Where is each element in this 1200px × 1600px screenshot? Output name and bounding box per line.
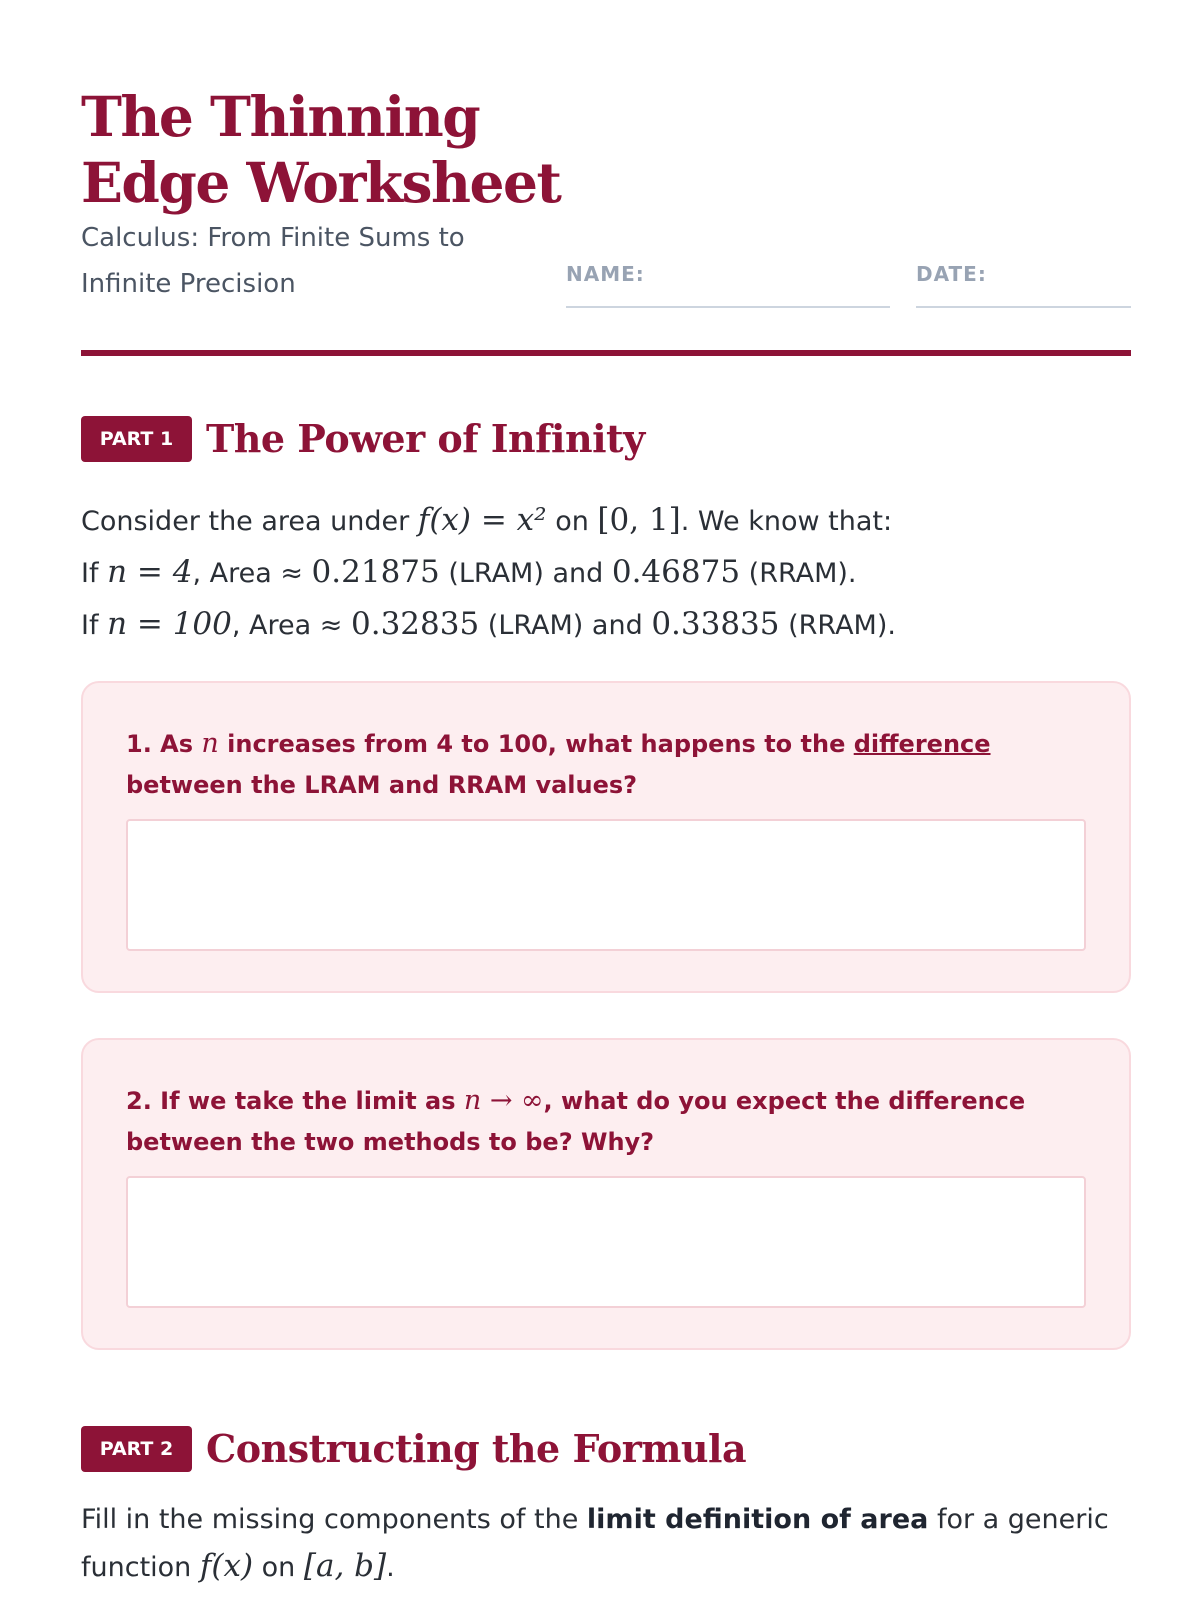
- part-1-intro: [81, 495, 1131, 651]
- n-variable: n: [201, 728, 219, 759]
- rram-value: 0.33835: [651, 606, 780, 642]
- part-1-title: The Power of Infinity: [206, 416, 645, 461]
- instruction-text: .: [386, 1552, 395, 1583]
- header-divider: [81, 350, 1131, 356]
- question-text: between the LRAM and RRAM values?: [126, 771, 638, 799]
- emphasized-word: difference: [853, 730, 991, 758]
- intro-text: If: [81, 610, 99, 641]
- rram-value: 0.46875: [611, 554, 741, 590]
- intro-line-1: [81, 495, 1131, 547]
- intro-text: , Area ≈: [231, 610, 343, 641]
- question-1-answer-box[interactable]: [126, 819, 1086, 951]
- name-field[interactable]: [566, 262, 890, 308]
- intro-text: (LRAM) and: [448, 558, 604, 589]
- question-text: 2. If we take the limit as: [126, 1087, 456, 1115]
- intro-text: , Area ≈: [192, 558, 303, 589]
- intro-text: If: [81, 558, 99, 589]
- intro-text: Consider the area under: [81, 506, 410, 537]
- worksheet-title: [81, 84, 560, 216]
- name-label: NAME:: [566, 262, 645, 286]
- question-2-card: [81, 1038, 1131, 1350]
- worksheet-subtitle: Calculus: From Finite Sums to Infinite Precision: [81, 223, 465, 299]
- instruction-bold-text: limit definition of area: [586, 1504, 929, 1535]
- question-2-answer-box[interactable]: [126, 1176, 1086, 1308]
- intro-line-3: [81, 599, 1131, 651]
- intro-text: (LRAM) and: [487, 610, 643, 641]
- part-1-badge: PART 1: [81, 416, 192, 462]
- title-line-1: The Thinning: [81, 84, 480, 149]
- question-2-text: [126, 1080, 1096, 1163]
- lram-value: 0.32835: [351, 606, 480, 642]
- intro-text: . We know that:: [680, 506, 893, 537]
- part-2-title: Constructing the Formula: [206, 1426, 747, 1471]
- question-text: increases from 4 to 100, what happens to the: [227, 730, 846, 758]
- question-text: 1. As: [126, 730, 194, 758]
- instruction-text: for a generic function: [81, 1504, 1109, 1583]
- n-expression: n = 100: [107, 606, 232, 642]
- interval-expression: [0, 1]: [597, 502, 681, 538]
- question-1-card: [81, 681, 1131, 993]
- intro-text: (RRAM).: [748, 558, 857, 589]
- n-expression: n = 4: [107, 554, 193, 590]
- question-1-text: [126, 723, 1096, 806]
- lram-value: 0.21875: [311, 554, 440, 590]
- instruction-text: on: [261, 1552, 296, 1583]
- function-expression: f(x): [199, 1548, 254, 1584]
- question-text: , what do you expect the difference between the two methods to be? Why?: [126, 1087, 1026, 1156]
- intro-text: (RRAM).: [788, 610, 896, 641]
- limit-expression: n → ∞: [463, 1085, 544, 1116]
- part-2-instructions: [81, 1496, 1131, 1591]
- interval-expression: [a, b]: [303, 1548, 387, 1584]
- title-line-2: Edge Worksheet: [81, 150, 561, 215]
- function-expression: f(x) = x²: [417, 502, 547, 538]
- instruction-text: Fill in the missing components of the: [81, 1504, 579, 1535]
- date-field[interactable]: [916, 262, 1131, 308]
- intro-line-2: [81, 547, 1131, 599]
- part-2-badge: PART 2: [81, 1426, 192, 1472]
- date-label: DATE:: [916, 262, 987, 286]
- intro-text: on: [555, 506, 589, 537]
